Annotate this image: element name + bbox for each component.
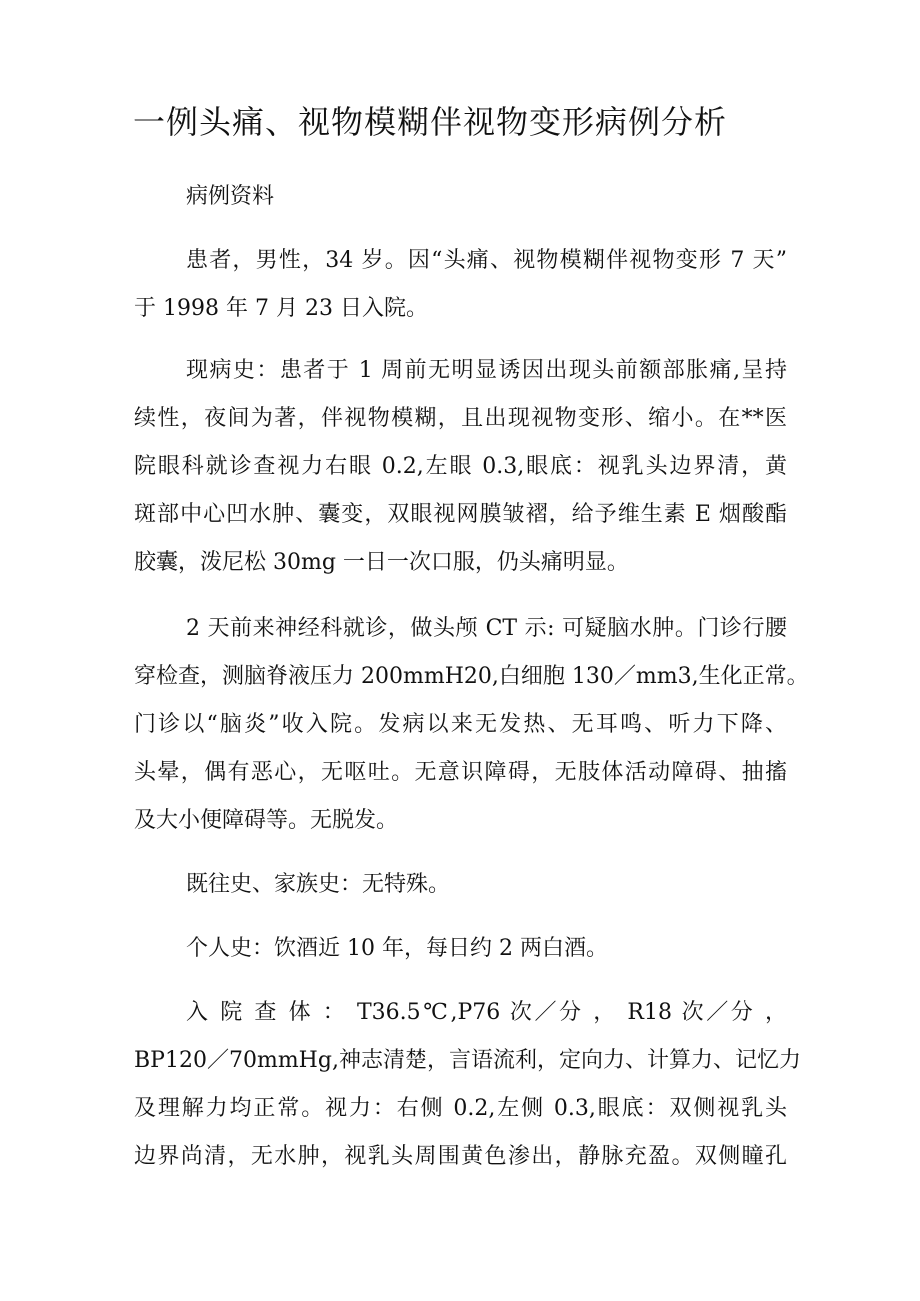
paragraph-line: 于 1998 年 7 月 23 日入院。 [134, 296, 428, 321]
paragraph-line: 患者，男性，34 岁。因“头痛、视物模糊伴视物变形 7 天” [186, 248, 787, 273]
paragraph-line: 2 天前来神经科就诊，做头颅 CT 示: 可疑脑水肿。门诊行腰 [186, 616, 787, 641]
paragraph-line: 入 院 查 体 ： T36.5℃,P76 次／分 ， R18 次／分 ， [186, 1000, 787, 1025]
paragraph-line: 续性，夜间为著，伴视物模糊，且出现视物变形、缩小。在**医 [134, 406, 787, 431]
paragraph-line: 边界尚清，无水肿，视乳头周围黄色渗出，静脉充盈。双侧瞳孔 [134, 1144, 787, 1169]
section-heading: 病例资料 [186, 184, 275, 209]
paragraph-line: 胶囊，泼尼松 30mg 一日一次口服，仍头痛明显。 [134, 550, 629, 575]
paragraph-line: 个人史：饮酒近 10 年，每日约 2 两白酒。 [186, 936, 608, 961]
paragraph-line: 及理解力均正常。视力：右侧 0.2,左侧 0.3,眼底：双侧视乳头 [134, 1096, 787, 1121]
paragraph-line: 现病史：患者于 1 周前无明显诱因出现头前额部胀痛,呈持 [186, 358, 787, 383]
paragraph-line: 头晕，偶有恶心，无呕吐。无意识障碍，无肢体活动障碍、抽搐 [134, 760, 787, 785]
paragraph-line: 斑部中心凹水肿、囊变，双眼视网膜皱褶，给予维生素 E 烟酸酯 [134, 502, 787, 527]
paragraph-line: 门诊以“脑炎”收入院。发病以来无发热、无耳鸣、听力下降、 [134, 712, 787, 737]
document-title: 一例头痛、视物模糊伴视物变形病例分析 [133, 103, 728, 141]
paragraph-line: 既往史、家族史：无特殊。 [186, 872, 451, 897]
paragraph-line: 院眼科就诊查视力右眼 0.2,左眼 0.3,眼底：视乳头边界清，黄 [134, 454, 787, 479]
paragraph-line: 及大小便障碍等。无脱发。 [134, 808, 399, 833]
paragraph-line: BP120／70mmHg,神志清楚，言语流利，定向力、计算力、记忆力 [134, 1048, 801, 1073]
paragraph-line: 穿检查，测脑脊液压力 200mmH20,白细胞 130／mm3,生化正常。 [134, 664, 809, 689]
